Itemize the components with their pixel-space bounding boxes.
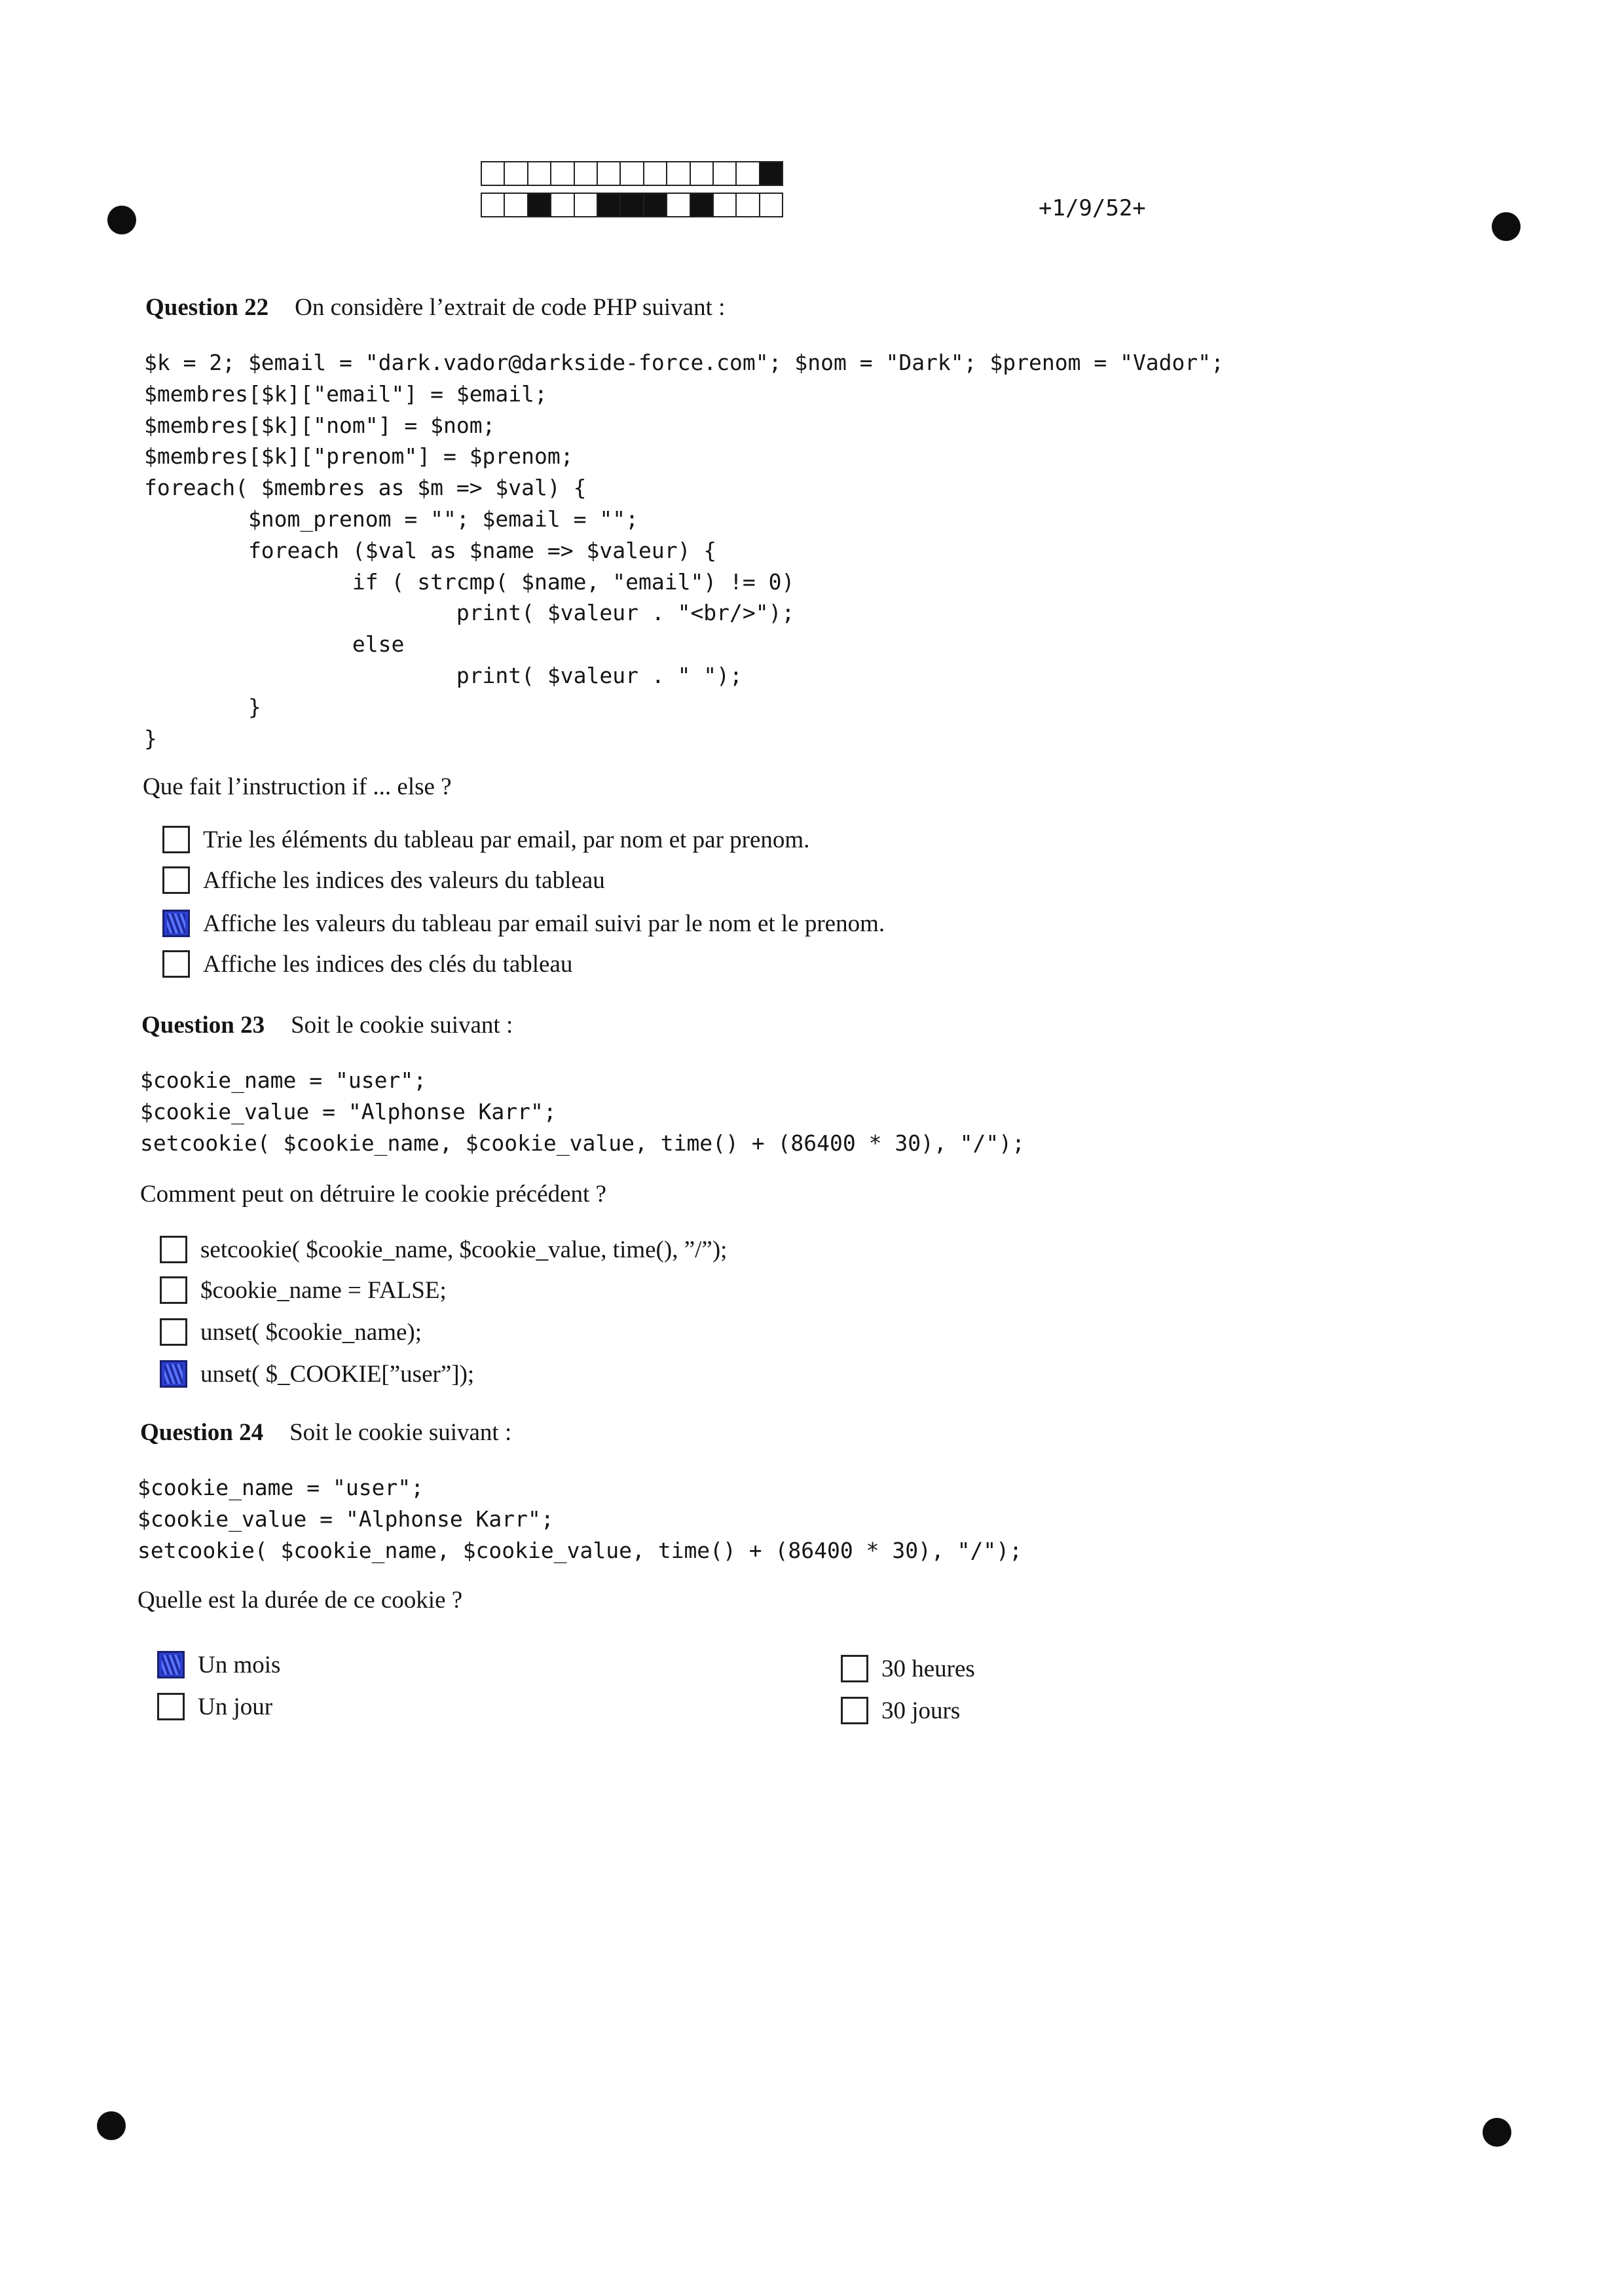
answer-checkbox[interactable] xyxy=(162,826,190,853)
barcode-cell xyxy=(574,161,598,186)
answer-option[interactable] xyxy=(157,1649,280,1680)
registration-dot-bottom-left xyxy=(97,2111,126,2140)
answer-label: setcookie( $cookie_name, $cookie_value, time(), ”/”); xyxy=(200,1236,728,1263)
answer-option[interactable] xyxy=(162,824,809,855)
answer-label: unset( $cookie_name); xyxy=(200,1318,422,1346)
barcode-cell xyxy=(735,161,760,186)
code-block: $cookie_name = "user"; $cookie_value = "Alphonse Karr"; setcookie( $cookie_name, $cookie_value, time() + (86400 * 30), "/"); xyxy=(140,1067,1025,1156)
answer-checkbox[interactable] xyxy=(162,950,190,978)
answer-option[interactable] xyxy=(160,1274,447,1306)
answer-label: $cookie_name = FALSE; xyxy=(200,1276,447,1304)
question-number: Question 24 xyxy=(140,1419,264,1446)
answer-option[interactable] xyxy=(157,1691,272,1722)
registration-dot-top-right xyxy=(1492,212,1521,241)
code-block: $cookie_name = "user"; $cookie_value = "Alphonse Karr"; setcookie( $cookie_name, $cookie_value, time() + (86400 * 30), "/"); xyxy=(138,1475,1023,1563)
barcode-cell xyxy=(550,161,574,186)
answer-label: Un jour xyxy=(198,1693,273,1720)
barcode-cell xyxy=(527,193,551,217)
answer-checkbox[interactable] xyxy=(157,1693,185,1720)
barcode-cell xyxy=(550,193,574,217)
question-prompt: Quelle est la durée de ce cookie ? xyxy=(138,1587,463,1614)
barcode-cell xyxy=(643,161,667,186)
registration-dot-bottom-right xyxy=(1483,2118,1511,2147)
answer-label: 30 heures xyxy=(881,1655,975,1682)
answer-label: unset( $_COOKIE[”user”]); xyxy=(200,1360,475,1388)
barcode-cell xyxy=(759,161,783,186)
barcode-cell xyxy=(759,193,783,217)
barcode-cell xyxy=(481,193,505,217)
barcode-cell xyxy=(690,193,714,217)
question-23-header xyxy=(141,1011,513,1039)
answer-checkbox[interactable] xyxy=(162,910,190,937)
barcode-row-1 xyxy=(481,161,782,186)
barcode-row-2 xyxy=(481,193,782,217)
answer-option[interactable] xyxy=(160,1234,727,1265)
registration-dot-top-left xyxy=(107,206,136,234)
answer-label: Un mois xyxy=(198,1651,281,1678)
code-block: $k = 2; $email = "dark.vador@darkside-force.com"; $nom = "Dark"; $prenom = "Vador"; $membres[$k]["email"] = $email; $membres[$k]["nom"] = $nom; $membres[$k]["prenom"] = $prenom; foreach( $membres as $m => $val) { $nom_prenom = ""; $email = ""; foreach ($val as $name => $valeur) { if ( strcmp( $name, "email") != 0) print( $valeur . "<br/>"); else print( $valeur . " "); } } xyxy=(144,350,1225,751)
barcode-cell xyxy=(504,193,528,217)
answer-checkbox[interactable] xyxy=(157,1651,185,1678)
barcode-cell xyxy=(690,161,714,186)
barcode-cell xyxy=(735,193,760,217)
answer-checkbox[interactable] xyxy=(160,1318,187,1346)
answer-option[interactable] xyxy=(162,908,885,939)
barcode-cell xyxy=(712,193,737,217)
barcode-cell xyxy=(597,193,621,217)
question-prompt: Que fait l’instruction if ... else ? xyxy=(143,773,452,800)
question-text: On considère l’extrait de code PHP suivant : xyxy=(295,294,726,321)
barcode-cell xyxy=(666,193,690,217)
question-prompt: Comment peut on détruire le cookie précédent ? xyxy=(140,1181,606,1208)
question-text: Soit le cookie suivant : xyxy=(289,1419,512,1446)
answer-option[interactable] xyxy=(160,1358,474,1390)
barcode-cell xyxy=(527,161,551,186)
question-number: Question 23 xyxy=(141,1012,265,1039)
answer-option[interactable] xyxy=(841,1695,960,1726)
question-24-header xyxy=(140,1418,511,1447)
answer-option[interactable] xyxy=(162,948,572,980)
answer-checkbox[interactable] xyxy=(160,1276,187,1304)
question-number: Question 22 xyxy=(145,294,269,321)
answer-option[interactable] xyxy=(160,1316,422,1348)
barcode-cell xyxy=(619,161,644,186)
barcode-cell xyxy=(712,161,737,186)
barcode-cell xyxy=(597,161,621,186)
barcode-cell xyxy=(666,161,690,186)
answer-label: Affiche les indices des valeurs du tableau xyxy=(203,866,605,894)
answer-checkbox[interactable] xyxy=(160,1360,187,1388)
barcode-cell xyxy=(504,161,528,186)
answer-label: 30 jours xyxy=(881,1697,961,1724)
answer-option[interactable] xyxy=(841,1653,975,1684)
answer-checkbox[interactable] xyxy=(160,1236,187,1263)
barcode-cell xyxy=(481,161,505,186)
question-text: Soit le cookie suivant : xyxy=(291,1012,513,1039)
question-22-header xyxy=(145,293,725,322)
answer-checkbox[interactable] xyxy=(841,1697,868,1724)
answer-checkbox[interactable] xyxy=(841,1655,868,1682)
answer-label: Trie les éléments du tableau par email, par nom et par prenom. xyxy=(203,826,810,853)
barcode-cell xyxy=(574,193,598,217)
barcode-cell xyxy=(643,193,667,217)
answer-label: Affiche les indices des clés du tableau xyxy=(203,950,573,978)
page-id: +1/9/52+ xyxy=(1039,195,1146,221)
answer-label: Affiche les valeurs du tableau par email suivi par le nom et le prenom. xyxy=(203,910,885,937)
barcode-cell xyxy=(619,193,644,217)
answer-option[interactable] xyxy=(162,864,605,896)
answer-checkbox[interactable] xyxy=(162,866,190,894)
